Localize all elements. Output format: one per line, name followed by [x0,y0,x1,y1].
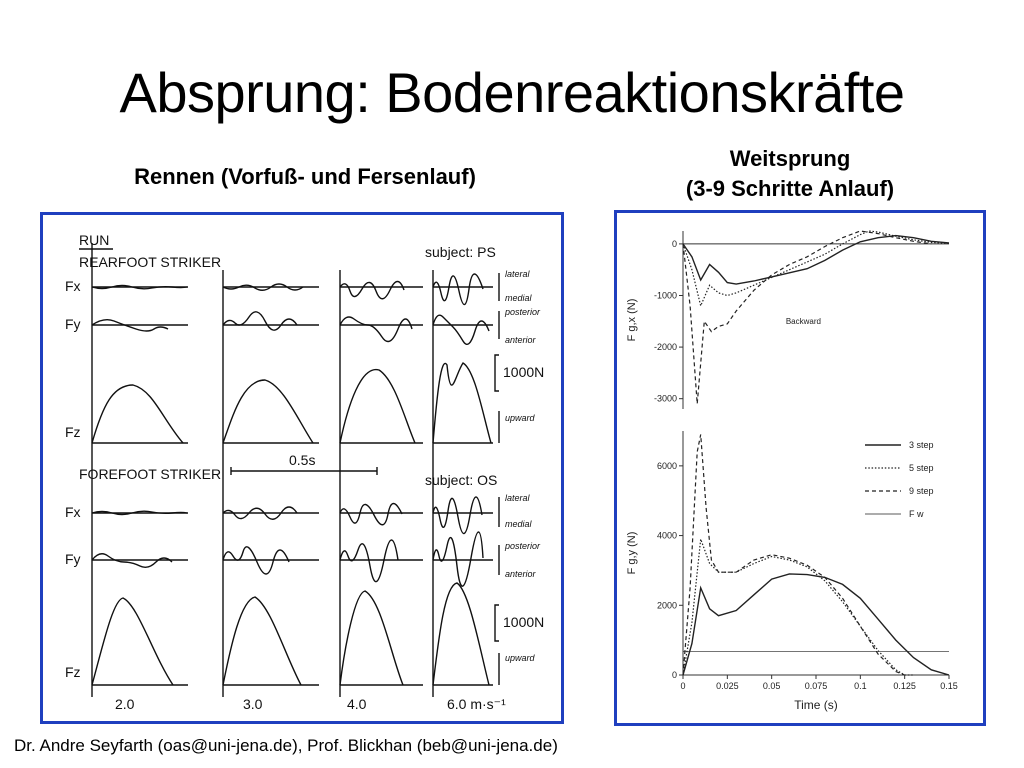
running-force-svg [43,215,561,721]
long-jump-chart-svg [617,213,983,723]
scale-force-label-bottom: 1000N [503,614,545,630]
dir-posterior-bottom: posterior [505,541,541,551]
subtitle-long-jump-line1: Weitsprung [729,146,851,171]
fx-annotation: Backward [785,316,821,326]
fy-series-9-step [683,435,905,676]
dir-anterior-bottom: anterior [505,569,536,579]
fx-series-3-step [683,236,949,285]
speed-label-2: 3.0 [243,696,263,712]
fy-xtick-label-4: 0.1 [854,681,867,691]
fy-xtick-label-5: 0.125 [893,681,916,691]
running-force-figure [40,212,564,724]
fy-xtick-label-1: 0.025 [716,681,739,691]
scale-force-label-top: 1000N [503,364,545,380]
legend-label-3: F w [909,509,924,519]
row-label-fx-bottom: Fx [65,504,81,520]
speed-label-4: 6.0 m·s⁻¹ [447,696,506,712]
speed-label-3: 4.0 [347,696,367,712]
fy-xtick-label-3: 0.075 [804,681,828,691]
subject-bottom-label: subject: OS [425,472,498,488]
fy-ylabel: F g,y (N) [626,531,638,575]
fy-ytick-label-1: 2000 [656,600,677,611]
speed-label-1: 2.0 [115,696,135,712]
fy-xtick-label-2: 0.05 [762,681,781,691]
dir-upward-top: upward [505,413,535,423]
dir-lateral-top: lateral [505,269,530,279]
fy-series-3-step [683,574,949,675]
subtitle-long-jump [640,144,940,204]
fx-ytick-label-1: -1000 [653,290,677,301]
fx-series-5-step [683,231,949,306]
footer-credits: Dr. Andre Seyfarth (oas@uni-jena.de), Prof. Blickhan (beb@uni-jena.de) [14,736,558,755]
subject-top-label: subject: PS [425,244,496,260]
long-jump-force-figure [614,210,986,726]
dir-posterior-top: posterior [505,307,541,317]
row-label-fy-bottom: Fy [65,551,81,567]
legend-label-0: 3 step [909,440,934,450]
legend-label-1: 5 step [909,463,934,473]
fx-ytick-label-0: 0 [671,238,677,249]
dir-anterior-top: anterior [505,335,536,345]
slide-title: Absprung: Bodenreaktionskräfte [119,61,905,124]
legend-label-2: 9 step [909,486,934,496]
row-label-fz-top: Fz [65,424,81,440]
run-label: RUN [79,232,110,248]
fy-xlabel: Time (s) [794,698,838,712]
fx-ylabel: F g,x (N) [626,298,638,342]
row-label-fx-top: Fx [65,278,81,294]
fy-ytick-label-0: 0 [671,670,677,680]
scale-time-label: 0.5s [289,452,316,468]
fy-xtick-label-0: 0 [680,681,686,691]
forefoot-label: FOREFOOT STRIKER [79,466,222,482]
dir-medial-top: medial [505,293,532,303]
fy-ytick-label-2: 4000 [656,530,677,541]
fy-xtick-label-6: 0.15 [940,681,958,691]
subtitle-running: Rennen (Vorfuß- und Fersenlauf) [134,164,476,189]
fy-series-5-step [683,539,914,675]
row-label-fz-bottom: Fz [65,664,81,680]
dir-upward-bottom: upward [505,653,535,663]
rearfoot-label: REARFOOT STRIKER [79,254,222,270]
fx-ytick-label-3: -3000 [653,393,677,404]
dir-lateral-bottom: lateral [505,493,530,503]
subtitle-long-jump-line2: (3-9 Schritte Anlauf) [685,176,895,201]
fy-ytick-label-3: 6000 [656,460,677,471]
dir-medial-bottom: medial [505,519,532,529]
fx-ytick-label-2: -2000 [653,342,677,353]
row-label-fy-top: Fy [65,316,81,332]
